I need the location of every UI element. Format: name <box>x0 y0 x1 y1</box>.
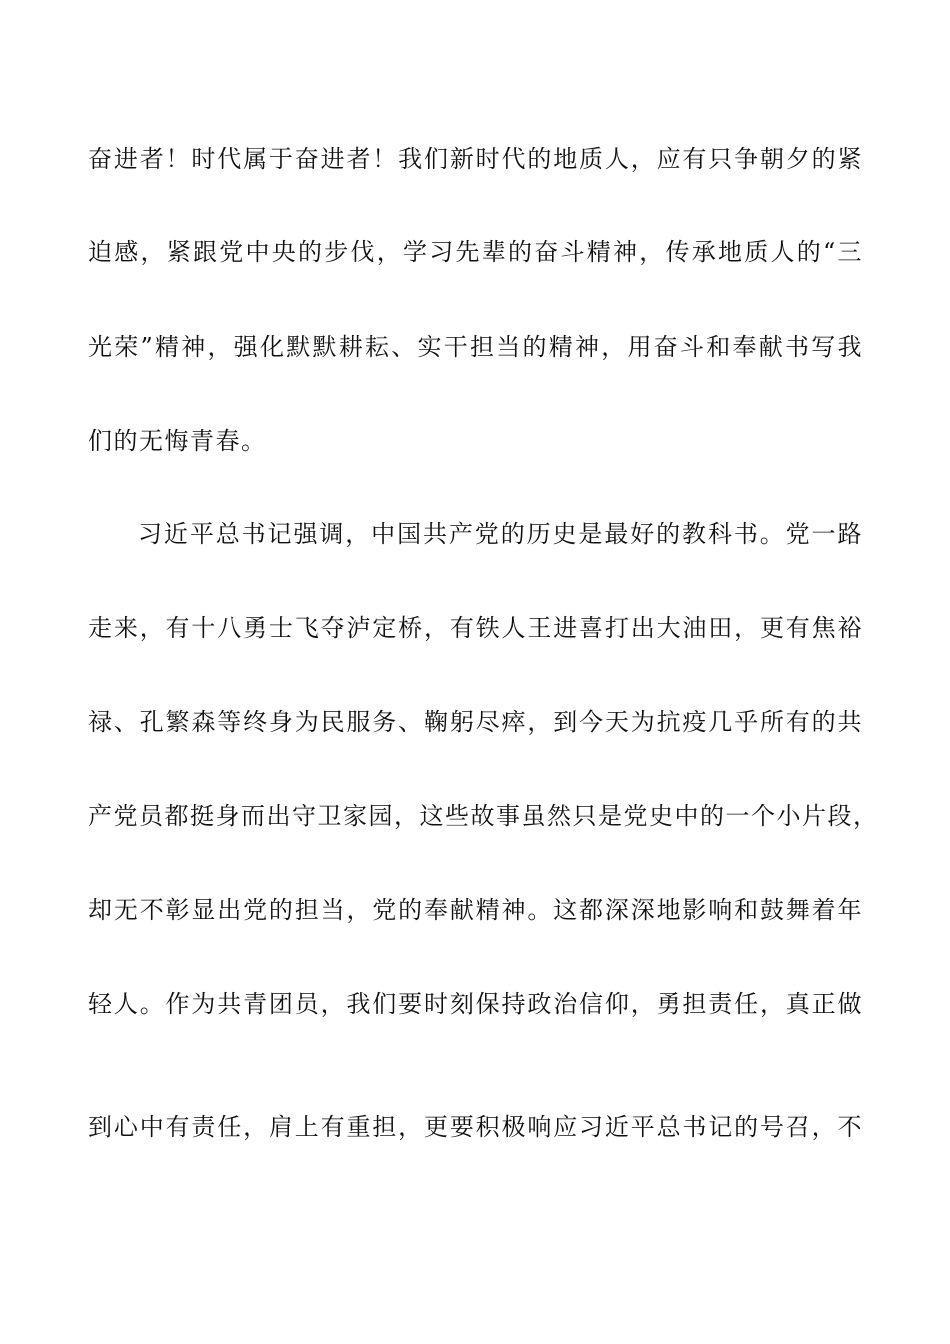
text-line: 光荣”精神，强化默默耕耘、实干担当的精神，用奋斗和奉献书写我 <box>88 333 863 361</box>
text-line: 到心中有责任，肩上有重担，更要积极响应习近平总书记的号召，不 <box>88 1113 863 1141</box>
text-line: 奋进者！时代属于奋进者！我们新时代的地质人，应有只争朝夕的紧 <box>88 145 863 173</box>
text-line: 却无不彰显出党的担当，党的奉献精神。这都深深地影响和鼓舞着年 <box>88 896 863 924</box>
text-line: 轻人。作为共青团员，我们要时刻保持政治信仰，勇担责任，真正做 <box>88 990 863 1018</box>
text-line: 走来，有十八勇士飞夺泸定桥，有铁人王进喜打出大油田，更有焦裕 <box>88 614 863 642</box>
text-line: 禄、孔繁森等终身为民服务、鞠躬尽瘁，到今天为抗疫几乎所有的共 <box>88 708 863 736</box>
text-line: 习近平总书记强调，中国共产党的历史是最好的教科书。党一路 <box>138 520 863 548</box>
text-line: 迫感，紧跟党中央的步伐，学习先辈的奋斗精神，传承地质人的“三 <box>88 238 863 266</box>
text-line: 们的无悔青春。 <box>88 427 267 455</box>
text-line: 产党员都挺身而出守卫家园，这些故事虽然只是党史中的一个小片段， <box>88 802 879 830</box>
